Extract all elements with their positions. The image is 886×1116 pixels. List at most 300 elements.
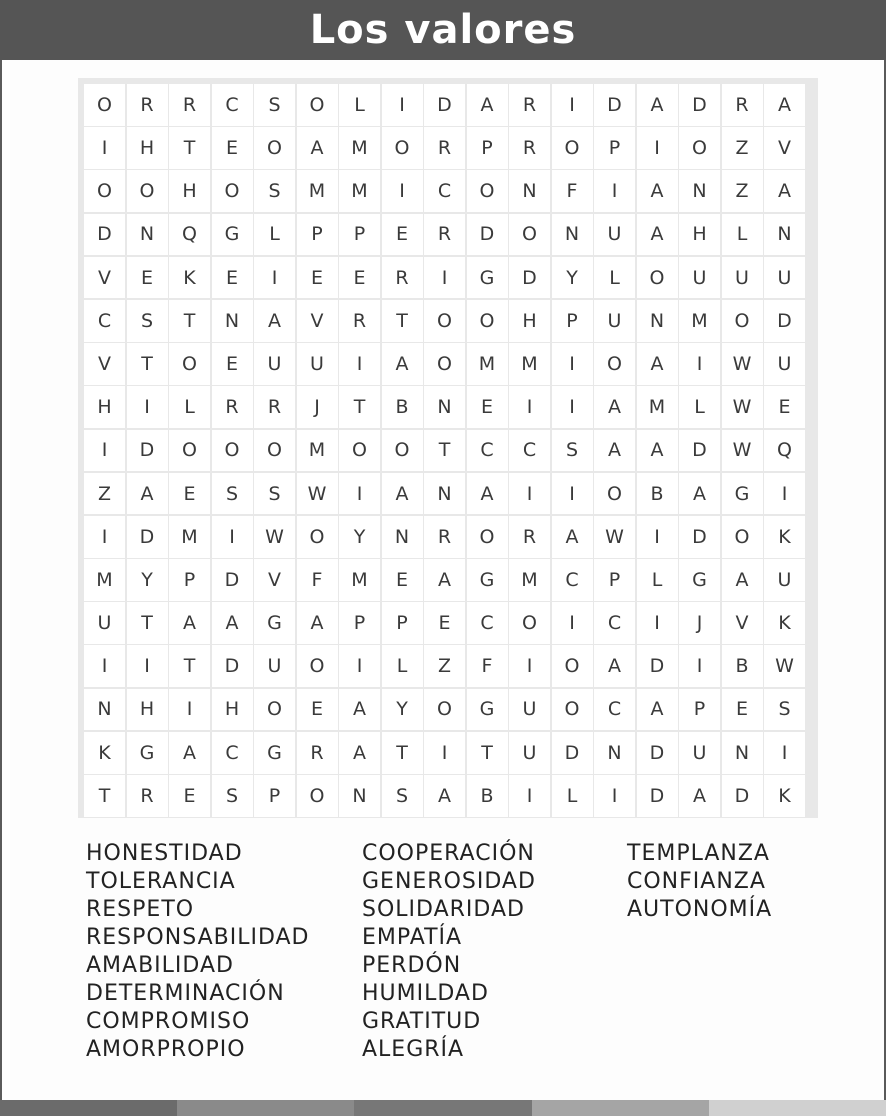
grid-cell[interactable]: Z [722,170,763,212]
grid-cell[interactable]: R [509,516,550,558]
grid-cell[interactable]: A [764,170,805,212]
grid-cell[interactable]: U [254,645,295,687]
grid-cell[interactable]: O [424,300,465,342]
grid-cell[interactable]: A [127,473,168,515]
grid-cell[interactable]: W [297,473,338,515]
grid-cell[interactable]: E [382,214,423,256]
grid-cell[interactable]: U [84,602,125,644]
grid-cell[interactable]: U [509,732,550,774]
grid-cell[interactable]: U [594,300,635,342]
grid-cell[interactable]: I [552,343,593,385]
grid-cell[interactable]: D [722,775,763,817]
grid-cell[interactable]: N [84,689,125,731]
grid-cell[interactable]: A [339,732,380,774]
grid-cell[interactable]: I [424,732,465,774]
grid-cell[interactable]: D [509,257,550,299]
grid-cell[interactable]: I [424,257,465,299]
grid-cell[interactable]: L [169,386,210,428]
grid-cell[interactable]: T [127,602,168,644]
grid-cell[interactable]: T [424,430,465,472]
grid-cell[interactable]: I [84,430,125,472]
grid-cell[interactable]: H [509,300,550,342]
grid-cell[interactable]: N [764,214,805,256]
grid-cell[interactable]: A [637,170,678,212]
grid-cell[interactable]: T [84,775,125,817]
grid-cell[interactable]: F [552,170,593,212]
grid-cell[interactable]: I [509,645,550,687]
grid-cell[interactable]: E [467,386,508,428]
grid-cell[interactable]: O [382,127,423,169]
grid-cell[interactable]: U [679,257,720,299]
grid-cell[interactable]: I [594,170,635,212]
grid-cell[interactable]: A [467,84,508,126]
grid-cell[interactable]: D [679,84,720,126]
word-list-item: AUTONOMÍA [627,897,773,922]
grid-cell[interactable]: C [84,300,125,342]
grid-cell[interactable]: E [339,257,380,299]
grid-cell[interactable]: A [637,214,678,256]
grid-cell[interactable]: B [467,775,508,817]
grid-cell[interactable]: A [424,559,465,601]
grid-cell[interactable]: O [297,516,338,558]
grid-cell[interactable]: U [679,732,720,774]
grid-cell[interactable]: O [722,516,763,558]
grid-cell[interactable]: P [552,300,593,342]
grid-cell[interactable]: P [679,689,720,731]
grid-cell[interactable]: N [509,170,550,212]
grid-cell[interactable]: D [594,84,635,126]
grid-cell[interactable]: A [382,473,423,515]
grid-cell[interactable]: K [764,775,805,817]
grid-cell[interactable]: H [127,127,168,169]
grid-cell[interactable]: O [254,430,295,472]
grid-cell[interactable]: D [467,214,508,256]
grid-cell[interactable]: C [467,602,508,644]
grid-cell[interactable]: O [552,645,593,687]
grid-cell[interactable]: D [637,732,678,774]
grid-cell[interactable]: G [212,214,253,256]
letter-grid [84,84,805,817]
grid-cell[interactable]: C [212,732,253,774]
grid-cell[interactable]: I [84,516,125,558]
grid-cell[interactable]: A [637,343,678,385]
grid-cell[interactable]: O [169,430,210,472]
grid-cell[interactable]: A [637,689,678,731]
grid-cell[interactable]: O [509,602,550,644]
grid-cell[interactable]: A [679,775,720,817]
grid-cell[interactable]: T [382,300,423,342]
grid-cell[interactable]: R [424,127,465,169]
grid-cell[interactable]: O [169,343,210,385]
grid-cell[interactable]: A [594,386,635,428]
grid-cell[interactable]: S [382,775,423,817]
grid-cell[interactable]: G [679,559,720,601]
grid-cell[interactable]: M [679,300,720,342]
grid-cell[interactable]: E [169,775,210,817]
grid-cell[interactable]: T [169,645,210,687]
grid-cell[interactable]: A [467,473,508,515]
grid-cell[interactable]: A [637,84,678,126]
grid-cell[interactable]: C [509,430,550,472]
grid-cell[interactable]: I [127,386,168,428]
grid-cell[interactable]: L [552,775,593,817]
grid-cell[interactable]: H [679,214,720,256]
grid-cell[interactable]: G [254,732,295,774]
grid-cell[interactable]: D [679,430,720,472]
word-list-item: HONESTIDAD [86,841,243,866]
grid-cell[interactable]: I [339,343,380,385]
grid-cell[interactable]: V [297,300,338,342]
grid-cell[interactable]: O [212,170,253,212]
grid-cell[interactable]: K [169,257,210,299]
word-list-item: AMABILIDAD [86,953,234,978]
grid-cell[interactable]: F [467,645,508,687]
grid-cell[interactable]: P [339,602,380,644]
grid-cell[interactable]: R [509,84,550,126]
grid-cell[interactable]: D [84,214,125,256]
grid-cell[interactable]: R [424,516,465,558]
grid-cell[interactable]: R [212,386,253,428]
grid-cell[interactable]: U [509,689,550,731]
grid-cell[interactable]: G [254,602,295,644]
grid-cell[interactable]: I [339,473,380,515]
grid-cell[interactable]: I [637,516,678,558]
grid-cell[interactable]: F [297,559,338,601]
grid-cell[interactable]: I [382,170,423,212]
grid-cell[interactable]: G [127,732,168,774]
grid-cell[interactable]: N [212,300,253,342]
grid-cell[interactable]: Y [127,559,168,601]
grid-cell[interactable]: H [212,689,253,731]
grid-cell[interactable]: R [509,127,550,169]
grid-cell[interactable]: Q [169,214,210,256]
grid-cell[interactable]: M [297,430,338,472]
grid-cell[interactable]: V [254,559,295,601]
grid-cell[interactable]: D [764,300,805,342]
grid-cell[interactable]: W [254,516,295,558]
grid-cell[interactable]: I [552,602,593,644]
grid-cell[interactable]: R [254,386,295,428]
grid-cell[interactable]: O [594,473,635,515]
grid-cell[interactable]: O [467,170,508,212]
grid-cell[interactable]: Z [84,473,125,515]
grid-cell[interactable]: E [212,127,253,169]
grid-cell[interactable]: R [424,214,465,256]
grid-cell[interactable]: K [764,602,805,644]
grid-cell[interactable]: O [722,300,763,342]
grid-cell[interactable]: W [594,516,635,558]
grid-cell[interactable]: M [467,343,508,385]
grid-cell[interactable]: R [382,257,423,299]
grid-cell[interactable]: I [679,645,720,687]
grid-cell[interactable]: U [594,214,635,256]
grid-cell[interactable]: I [127,645,168,687]
grid-cell[interactable]: I [764,732,805,774]
grid-cell[interactable]: Q [764,430,805,472]
grid-cell[interactable]: I [169,689,210,731]
grid-cell[interactable]: S [552,430,593,472]
grid-cell[interactable]: I [509,386,550,428]
grid-cell[interactable]: M [509,559,550,601]
grid-cell[interactable]: U [764,343,805,385]
grid-cell[interactable]: R [297,732,338,774]
word-list-item: HUMILDAD [362,981,489,1006]
grid-cell[interactable]: T [467,732,508,774]
grid-cell[interactable]: W [722,343,763,385]
grid-cell[interactable]: A [552,516,593,558]
grid-cell[interactable]: P [339,214,380,256]
grid-cell[interactable]: C [594,602,635,644]
grid-cell[interactable]: M [84,559,125,601]
grid-cell[interactable]: Y [552,257,593,299]
grid-cell[interactable]: T [169,127,210,169]
grid-cell[interactable]: A [212,602,253,644]
grid-cell[interactable]: T [169,300,210,342]
grid-cell[interactable]: S [254,170,295,212]
grid-cell[interactable]: A [169,602,210,644]
grid-cell[interactable]: C [552,559,593,601]
grid-cell[interactable]: B [722,645,763,687]
grid-cell[interactable]: D [637,645,678,687]
grid-cell[interactable]: O [382,430,423,472]
grid-cell[interactable]: A [297,602,338,644]
grid-cell[interactable]: O [127,170,168,212]
grid-cell[interactable]: O [297,645,338,687]
grid-cell[interactable]: U [254,343,295,385]
grid-cell[interactable]: P [594,559,635,601]
grid-cell[interactable]: V [84,257,125,299]
grid-cell[interactable]: N [722,732,763,774]
grid-cell[interactable]: N [679,170,720,212]
grid-cell[interactable]: T [339,386,380,428]
grid-cell[interactable]: O [467,516,508,558]
grid-cell[interactable]: A [679,473,720,515]
word-list-item: DETERMINACIÓN [86,981,285,1006]
grid-cell[interactable]: P [169,559,210,601]
grid-cell[interactable]: V [764,127,805,169]
grid-cell[interactable]: N [552,214,593,256]
grid-cell[interactable]: B [637,473,678,515]
grid-cell[interactable]: O [552,689,593,731]
grid-cell[interactable]: L [679,386,720,428]
grid-cell[interactable]: U [722,257,763,299]
grid-cell[interactable]: O [679,127,720,169]
grid-cell[interactable]: E [212,343,253,385]
grid-cell[interactable]: H [169,170,210,212]
grid-cell[interactable]: V [722,602,763,644]
word-list-column-1 [86,840,309,1064]
grid-cell[interactable]: M [637,386,678,428]
grid-cell[interactable]: D [679,516,720,558]
grid-cell[interactable]: O [552,127,593,169]
grid-cell[interactable]: I [509,473,550,515]
grid-cell[interactable]: I [637,602,678,644]
grid-cell[interactable]: R [127,84,168,126]
grid-cell[interactable]: U [764,559,805,601]
grid-cell[interactable]: W [722,430,763,472]
grid-cell[interactable]: A [764,84,805,126]
grid-cell[interactable]: L [722,214,763,256]
grid-cell[interactable]: E [127,257,168,299]
grid-cell[interactable]: G [467,257,508,299]
grid-cell[interactable]: E [764,386,805,428]
grid-cell[interactable]: T [382,732,423,774]
grid-cell[interactable]: J [297,386,338,428]
grid-cell[interactable]: L [339,84,380,126]
grid-cell[interactable]: I [382,84,423,126]
grid-cell[interactable]: E [169,473,210,515]
grid-cell[interactable]: A [254,300,295,342]
grid-cell[interactable]: C [594,689,635,731]
grid-cell[interactable]: M [339,559,380,601]
grid-cell[interactable]: S [212,473,253,515]
grid-cell[interactable]: O [424,343,465,385]
grid-cell[interactable]: O [424,689,465,731]
grid-cell[interactable]: A [637,430,678,472]
grid-cell[interactable]: S [764,689,805,731]
grid-cell[interactable]: I [339,645,380,687]
grid-cell[interactable]: E [722,689,763,731]
grid-cell[interactable]: N [424,386,465,428]
grid-cell[interactable]: D [552,732,593,774]
grid-cell[interactable]: U [297,343,338,385]
grid-cell[interactable]: M [339,127,380,169]
grid-cell[interactable]: E [297,257,338,299]
grid-cell[interactable]: N [637,300,678,342]
grid-cell[interactable]: W [722,386,763,428]
word-list-item: TEMPLANZA [627,841,770,866]
grid-cell[interactable]: A [722,559,763,601]
grid-cell[interactable]: I [84,645,125,687]
grid-cell[interactable]: I [254,257,295,299]
grid-cell[interactable]: P [594,127,635,169]
bottom-bar-segment [532,1100,709,1116]
grid-cell[interactable]: R [722,84,763,126]
grid-cell[interactable]: I [84,127,125,169]
grid-cell[interactable]: D [127,516,168,558]
grid-cell[interactable]: I [552,84,593,126]
grid-cell[interactable]: P [382,602,423,644]
grid-cell[interactable]: U [764,257,805,299]
grid-cell[interactable]: S [127,300,168,342]
grid-cell[interactable]: B [382,386,423,428]
grid-cell[interactable]: I [212,516,253,558]
grid-cell[interactable]: V [84,343,125,385]
word-list-item: SOLIDARIDAD [362,897,525,922]
grid-cell[interactable]: A [382,343,423,385]
grid-cell[interactable]: L [254,214,295,256]
grid-cell[interactable]: A [169,732,210,774]
grid-cell[interactable]: N [424,473,465,515]
grid-cell[interactable]: I [594,775,635,817]
grid-cell[interactable]: M [509,343,550,385]
grid-cell[interactable]: O [297,84,338,126]
grid-cell[interactable]: N [339,775,380,817]
grid-cell[interactable]: D [637,775,678,817]
grid-cell[interactable]: M [339,170,380,212]
grid-cell[interactable]: O [212,430,253,472]
grid-cell[interactable]: G [722,473,763,515]
grid-cell[interactable]: P [297,214,338,256]
grid-cell[interactable]: N [127,214,168,256]
grid-cell[interactable]: M [169,516,210,558]
grid-cell[interactable]: I [552,473,593,515]
grid-cell[interactable]: O [339,430,380,472]
grid-cell[interactable]: C [467,430,508,472]
grid-cell[interactable]: N [382,516,423,558]
grid-cell[interactable]: D [212,645,253,687]
grid-cell[interactable]: D [212,559,253,601]
grid-cell[interactable]: I [679,343,720,385]
grid-cell[interactable]: A [297,127,338,169]
grid-cell[interactable]: E [382,559,423,601]
grid-cell[interactable]: R [339,300,380,342]
grid-cell[interactable]: O [254,689,295,731]
grid-cell[interactable]: M [297,170,338,212]
grid-cell[interactable]: I [637,127,678,169]
grid-cell[interactable]: O [297,775,338,817]
grid-cell[interactable]: C [212,84,253,126]
grid-cell[interactable]: Z [424,645,465,687]
grid-cell[interactable]: P [467,127,508,169]
grid-cell[interactable]: S [212,775,253,817]
grid-cell[interactable]: T [127,343,168,385]
grid-cell[interactable]: O [594,343,635,385]
grid-cell[interactable]: E [212,257,253,299]
grid-cell[interactable]: Z [722,127,763,169]
grid-cell[interactable]: L [637,559,678,601]
grid-cell[interactable]: D [127,430,168,472]
grid-cell[interactable]: D [424,84,465,126]
grid-cell[interactable]: O [637,257,678,299]
grid-cell[interactable]: R [169,84,210,126]
grid-cell[interactable]: L [594,257,635,299]
grid-cell[interactable]: L [382,645,423,687]
grid-cell[interactable]: S [254,473,295,515]
grid-cell[interactable]: O [467,300,508,342]
grid-cell[interactable]: O [84,170,125,212]
grid-cell[interactable]: N [594,732,635,774]
grid-cell[interactable]: J [679,602,720,644]
grid-cell[interactable]: A [594,430,635,472]
grid-cell[interactable]: G [467,559,508,601]
grid-cell[interactable]: P [254,775,295,817]
grid-cell[interactable]: K [84,732,125,774]
grid-cell[interactable]: E [424,602,465,644]
grid-cell[interactable]: Y [382,689,423,731]
grid-cell[interactable]: I [764,473,805,515]
grid-cell[interactable]: H [84,386,125,428]
grid-cell[interactable]: E [297,689,338,731]
grid-cell[interactable]: O [509,214,550,256]
grid-cell[interactable]: G [467,689,508,731]
grid-cell[interactable]: I [552,386,593,428]
grid-cell[interactable]: A [424,775,465,817]
grid-cell[interactable]: K [764,516,805,558]
grid-cell[interactable]: R [127,775,168,817]
grid-cell[interactable]: C [424,170,465,212]
grid-cell[interactable]: Y [339,516,380,558]
grid-cell[interactable]: A [339,689,380,731]
grid-cell[interactable]: S [254,84,295,126]
grid-cell[interactable]: A [594,645,635,687]
grid-cell[interactable]: O [84,84,125,126]
grid-cell[interactable]: I [509,775,550,817]
grid-cell[interactable]: H [127,689,168,731]
grid-cell[interactable]: O [254,127,295,169]
word-list-item: RESPETO [86,897,195,922]
grid-cell[interactable]: W [764,645,805,687]
